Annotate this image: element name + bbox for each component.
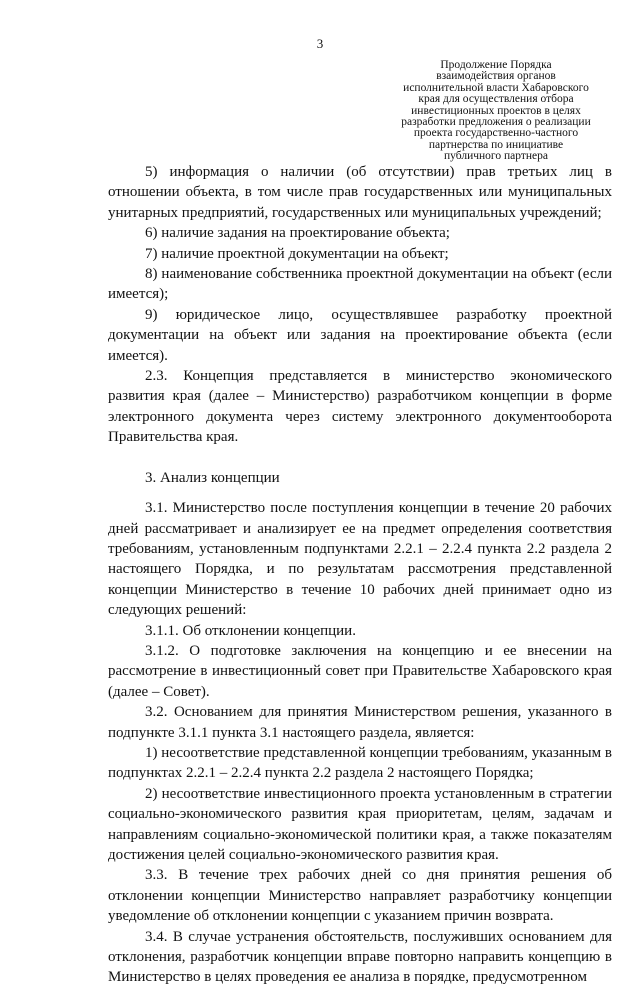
paragraph-item-6: 6) наличие задания на проектирование объекта; <box>145 225 450 242</box>
paragraph-3-2-2: 2) несоответствие инвестиционного проекта установленным в стратегии социально-экономического развития края приоритетам, целям, задачам и направлениям социально-экономической политики края, а также показателям достижения целей социально-экономического развития края. <box>108 785 612 863</box>
continuation-line: края для осуществления отбора <box>418 93 574 106</box>
continuation-header <box>395 60 597 163</box>
paragraph-3-1: 3.1. Министерство после поступления концепции в течение 20 рабочих дней рассматривает и анализирует ее на предмет определения соответствия требованиям, установленным подпунктами 2.2.1 – 2.2.4 пункта 2.2 раздела 2 настоящего Порядка, и по результатам рассмотрения представленной концепции Министерство в течение 10 рабочих дней принимает одно из следующих решений: <box>108 500 612 619</box>
paragraph-item-8: 8) наименование собственника проектной документации на объект (если имеется); <box>108 266 612 303</box>
continuation-line: инвестиционных проектов в целях <box>411 104 581 117</box>
continuation-line: Продолжение Порядка <box>440 59 552 71</box>
page-number: 3 <box>316 36 324 51</box>
continuation-line: взаимодействия органов <box>436 70 556 83</box>
paragraph-3-1-2: 3.1.2. О подготовке заключения на концепцию и ее внесении на рассмотрение в инвестиционный совет при Правительстве Хабаровского края (далее – Совет). <box>108 642 612 700</box>
paragraph-2-3: 2.3. Концепция представляется в министерство экономического развития края (далее – Министерство) разработчиком концепции в форме электронного документа через систему электронного документооборота Правительства края. <box>108 368 612 446</box>
continuation-line: проекта государственно-частного <box>413 127 579 140</box>
document-body <box>108 162 612 988</box>
paragraph-item-9: 9) юридическое лицо, осуществлявшее разработку проектной документации на объект или задания на проектирование объекта (если имеется). <box>108 306 612 364</box>
continuation-line: исполнительной власти Хабаровского <box>403 81 589 94</box>
paragraph-3-2-1: 1) несоответствие представленной концепции требованиям, указанным в подпунктах 2.2.1 – 2.2.4 пункта 2.2 раздела 2 настоящего Порядка; <box>108 744 612 782</box>
paragraph-3-4: 3.4. В случае устранения обстоятельств, послуживших основанием для отклонения, разработчик концепции вправе повторно направить концепцию в Министерство в целях проведения ее анализа в порядке, предусмотренном <box>108 928 612 986</box>
paragraph-3-2: 3.2. Основанием для принятия Министерством решения, указанного в подпункте 3.1.1 пункта 3.1 настоящего раздела, является: <box>108 704 612 741</box>
paragraph-item-5: 5) информация о наличии (об отсутствии) прав третьих лиц в отношении объекта, в том числе прав государственных или муниципальных унитарных предприятий, государственных или муниципальных учреждений; <box>108 164 612 221</box>
paragraph-3-3: 3.3. В течение трех рабочих дней со дня принятия решения об отклонении концепции Министерство направляет разработчику концепции уведомление об отклонении концепции с указанием причин возврата. <box>108 867 612 925</box>
section-heading: 3. Анализ концепции <box>145 469 280 486</box>
continuation-line: разработки предложения о реализации <box>401 116 591 129</box>
continuation-line: партнерства по инициативе <box>428 138 564 151</box>
paragraph-item-7: 7) наличие проектной документации на объект; <box>145 245 449 262</box>
continuation-line: публичного партнера <box>444 150 548 163</box>
paragraph-3-1-1: 3.1.1. Об отклонении концепции. <box>145 622 356 639</box>
